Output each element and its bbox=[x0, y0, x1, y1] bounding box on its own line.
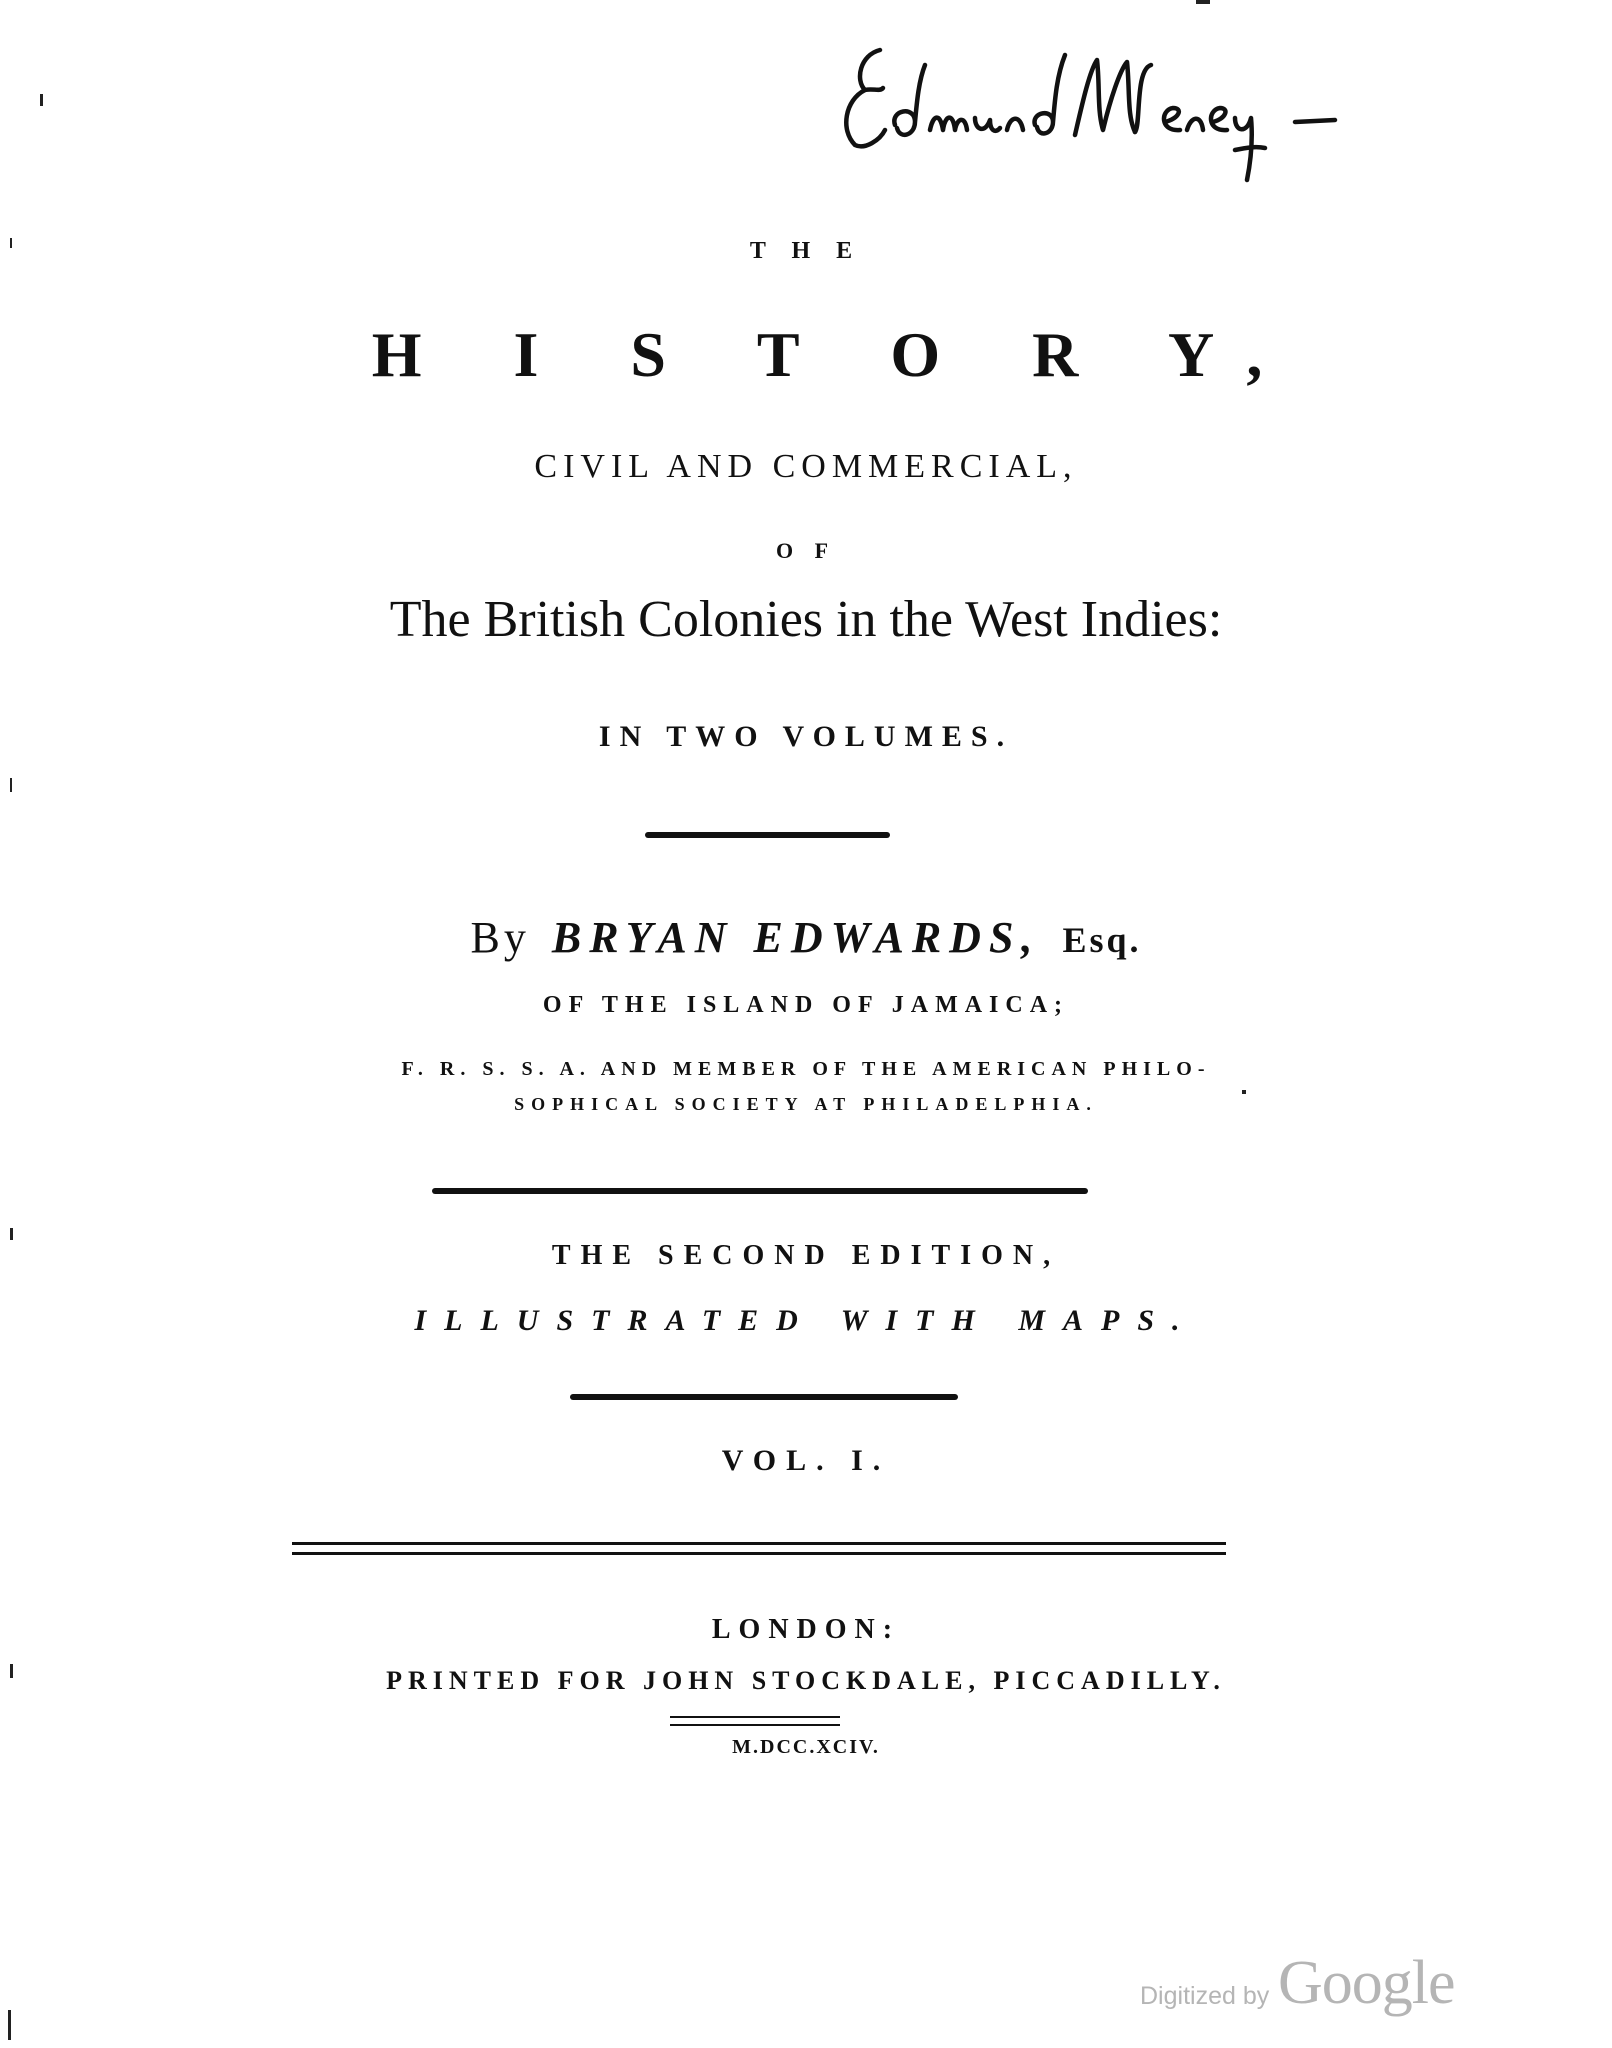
scan-speck bbox=[10, 238, 12, 248]
scan-speck bbox=[1242, 1090, 1246, 1094]
island-line: OF THE ISLAND OF JAMAICA; bbox=[542, 992, 1070, 1018]
publication-date: M.DCC.XCIV. bbox=[732, 1736, 880, 1758]
esq-label: Esq. bbox=[1062, 920, 1142, 960]
edition-line: THE SECOND EDITION, bbox=[551, 1240, 1061, 1271]
double-rule-top bbox=[292, 1542, 1226, 1545]
frs-line-2: SOPHICAL SOCIETY AT PHILADELPHIA. bbox=[514, 1094, 1098, 1114]
scan-speck bbox=[8, 2010, 11, 2040]
google-logo: Google bbox=[1278, 1949, 1455, 2017]
handwritten-signature bbox=[835, 30, 1425, 190]
author-name: BRYAN EDWARDS, bbox=[551, 913, 1041, 962]
scan-speck bbox=[10, 1664, 13, 1678]
history-title: H I S T O R Y, bbox=[371, 319, 1301, 390]
printer-line: PRINTED FOR JOHN STOCKDALE, PICCADILLY. bbox=[386, 1666, 1226, 1695]
author-line bbox=[0, 912, 1612, 963]
scan-speck bbox=[10, 1228, 13, 1240]
date-rule-bottom bbox=[670, 1724, 840, 1726]
digitized-label: Digitized by bbox=[1140, 1982, 1270, 2010]
scan-speck bbox=[1196, 0, 1210, 4]
ornamental-rule-1 bbox=[645, 832, 890, 838]
the-heading: T H E bbox=[749, 238, 863, 264]
city-line: LONDON: bbox=[711, 1614, 901, 1645]
ornamental-rule-3 bbox=[570, 1394, 958, 1400]
civil-commercial-subtitle: CIVIL AND COMMERCIAL, bbox=[534, 448, 1078, 485]
volume-number: VOL. I. bbox=[721, 1444, 891, 1477]
by-label: By bbox=[470, 913, 530, 962]
scan-speck bbox=[40, 94, 43, 106]
ornamental-rule-2 bbox=[432, 1188, 1088, 1194]
colonies-title: The British Colonies in the West Indies: bbox=[389, 591, 1223, 648]
scan-speck bbox=[10, 778, 12, 792]
date-rule-top bbox=[670, 1716, 840, 1718]
of-heading: O F bbox=[775, 538, 837, 563]
digitized-by-google-watermark bbox=[1140, 1948, 1500, 2018]
double-rule-bottom bbox=[292, 1552, 1226, 1555]
frs-line-1: F. R. S. S. A. AND MEMBER OF THE AMERICAN PHILO- bbox=[401, 1058, 1211, 1080]
volumes-count: IN TWO VOLUMES. bbox=[598, 720, 1014, 753]
illustrated-line: ILLUSTRATED WITH MAPS. bbox=[414, 1304, 1198, 1337]
